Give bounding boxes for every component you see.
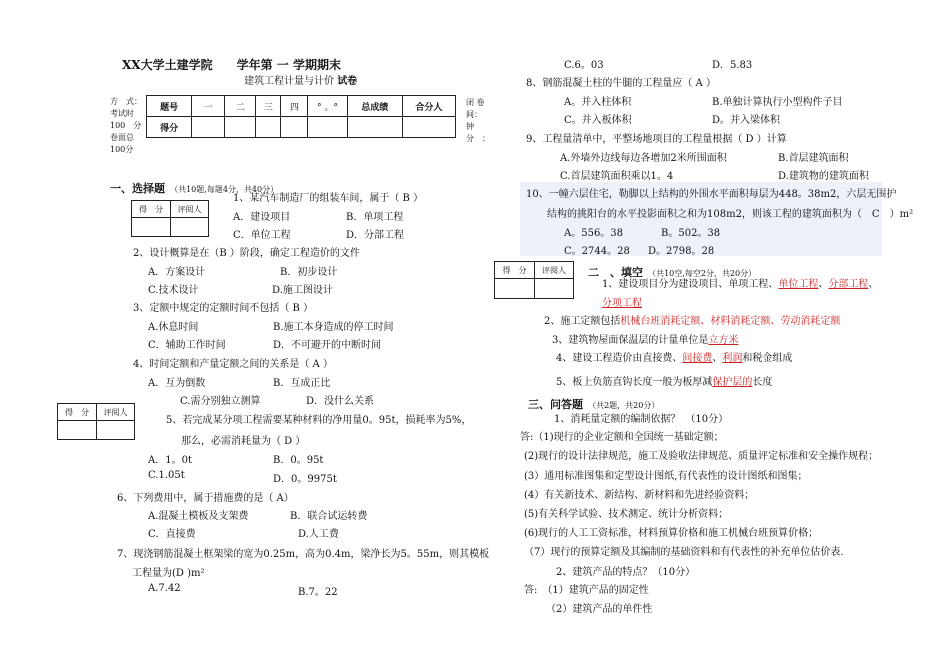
score-cell[interactable]: [402, 117, 455, 138]
fill-answer: 立方米: [708, 335, 739, 346]
score-header: 二: [225, 96, 256, 117]
option-c: C.6。03: [564, 60, 604, 71]
answer-line: (5)有关科学试验、技术测定、统计分析资料；: [524, 509, 729, 520]
question-1: 1、某汽车制造厂的组装车间，属于（ B ）: [233, 193, 424, 204]
option-d: D.人工费: [298, 529, 339, 540]
grader-score-label: 得 分: [495, 262, 535, 279]
exam-info-line: 100分: [110, 145, 134, 154]
score-header: 合分人: [402, 96, 455, 117]
option-d: D．分部工程: [346, 230, 405, 241]
fill-item-4: [556, 349, 792, 364]
exam-info-line: 分 ：: [466, 134, 490, 143]
option-c: C．单位工程: [233, 230, 291, 241]
fill-answer: 保护层的: [712, 377, 753, 388]
grader-box-1: [131, 200, 209, 237]
score-header: ° 。°: [308, 96, 347, 117]
answer-line: 答:（1)现行的企业定额和全国统一基础定额；: [520, 432, 724, 443]
grader-score-cell[interactable]: [58, 421, 97, 440]
paper-label: 试卷: [337, 76, 358, 87]
option-d: D．0。9975t: [273, 474, 337, 485]
answer-line: (3）通用标准图集和定型设计图纸,有代表性的设计图纸和图集；: [524, 471, 808, 482]
option-a: A.混凝土模板及支架费: [148, 511, 249, 522]
grader-score-cell[interactable]: [132, 218, 171, 237]
score-header: 四: [281, 96, 308, 117]
option-d: D．没什么关系: [306, 396, 375, 407]
option-b: B。502。38: [661, 228, 721, 239]
question-9: 9、工程量清单中，平整场地项目的工程量根据（ D ）计算: [526, 134, 787, 145]
fill-text: 、: [868, 279, 879, 290]
grader-name-label: 评阅人: [535, 262, 574, 279]
exam-title: XX大学土建学院 学年第 一 学期期末: [122, 58, 341, 72]
option-d: D。2798。28: [648, 246, 715, 257]
essay-question-2: 2、建筑产品的特点？（10分）: [556, 567, 696, 578]
fill-answer: 利润: [722, 353, 743, 364]
grader-box-2: [57, 403, 135, 440]
fill-answer: 机械台班消耗定额、材料消耗定额、劳动消耗定额: [620, 316, 841, 327]
section2-note: （共10空,每空2分，共20分）: [648, 269, 757, 278]
grader-score-cell[interactable]: [495, 279, 535, 299]
exam-subtitle: [244, 72, 357, 87]
option-a: A．1。0t: [148, 455, 192, 466]
fill-text: 5、板上负筋直钩长度一般为板厚减: [556, 377, 713, 388]
answer-line: (6)现行的人工工资标准，材料预算价格和施工机械台班预算价格；: [524, 528, 819, 539]
question-6: 6、下列费用中，属于措施费的是（ A）: [117, 493, 294, 504]
option-a: A.7.42: [148, 583, 181, 594]
answer-line: 答: （1）建筑产品的固定性: [524, 585, 649, 596]
fill-answer: 分项工程: [602, 298, 642, 309]
option-b: B.7。22: [298, 587, 338, 598]
exam-info-line: 100 分: [110, 121, 142, 130]
fill-answer: 单位工程: [778, 279, 819, 290]
question-8: 8、钢筋混凝土柱的牛腿的工程量应（ A ）: [526, 78, 716, 89]
option-c: C。并入板体积: [564, 115, 632, 126]
option-a: A．方案设计: [148, 267, 206, 278]
score-row-label: 得分: [147, 117, 192, 138]
question-3: 3、定额中规定的定额时间不包括（ B ）: [133, 303, 314, 314]
option-b: B．0。95t: [273, 455, 324, 466]
grader-score-label: 得 分: [132, 201, 171, 218]
option-d: D．5.83: [712, 60, 753, 71]
exam-info-line: 钟: [466, 122, 474, 131]
grader-score-label: 得 分: [58, 404, 97, 421]
score-header: 三: [256, 96, 281, 117]
option-c: C.首层建筑面积乘以1。4: [560, 171, 674, 182]
course-name: 建筑工程计量与计价: [244, 76, 334, 87]
fill-text: 、: [818, 279, 829, 290]
answer-line: （2）建筑产品的单件性: [546, 604, 653, 615]
fill-text: 2、施工定额包括: [544, 316, 621, 327]
score-cell[interactable]: [281, 117, 308, 138]
score-cell[interactable]: [347, 117, 402, 138]
option-a: A。556。38: [564, 228, 624, 239]
option-a: A．建设项目: [233, 212, 291, 223]
question-7: 7、现浇钢筋混凝土框架梁的宽为0.25m，高为0.4m，梁净长为5。55m，则其模板: [117, 549, 490, 560]
section3-title: 三、问答题: [528, 398, 583, 411]
fill-item-2: [544, 312, 840, 327]
grader-name-label: 评阅人: [97, 404, 135, 421]
grader-name-label: 评阅人: [171, 201, 209, 218]
answer-line: (2)现行的设计法律规范，施工及验收法律规范、质量评定标准和安全操作规程；: [524, 451, 879, 462]
question-4: 4、时间定额和产量定额之间的关系是（ A ）: [133, 359, 333, 370]
question-10-cont: 结构的挑阳台的水平投影面积之和为108m2，则该工程的建筑面积为（ C ）m²: [547, 209, 914, 220]
fill-text: 、: [712, 353, 723, 364]
exam-info-line: 间：: [466, 110, 482, 119]
fill-item-3: [552, 331, 738, 346]
question-2: 2、设计概算是在（B ）阶段，确定工程造价的文件: [133, 248, 360, 259]
option-b: B．联合试运转费: [290, 511, 368, 522]
option-b: B.施工本身造成的停工时间: [273, 322, 394, 333]
exam-info-right: [466, 97, 490, 145]
option-a: A。并入柱体积: [564, 97, 632, 108]
question-5: 5、若完成某分项工程需要某种材料的净用量0。95t，损耗率为5%，: [166, 415, 472, 426]
section1-note: （共10题,每题4分，共40分）: [170, 185, 279, 194]
exam-info-line: 考试时: [110, 109, 134, 118]
score-cell[interactable]: [192, 117, 225, 138]
exam-info-left: [110, 96, 142, 156]
fill-text: 长度: [752, 377, 773, 388]
option-b: B．互成正比: [273, 378, 331, 389]
fill-text: 1、建设项目分为建设项目、单项工程、: [602, 279, 779, 290]
fill-item-1: [602, 275, 878, 290]
section2-title: 二 、填空: [588, 266, 643, 279]
essay-question-1: 1、消耗量定额的编制依据？ （10分）: [554, 414, 729, 425]
grader-name-cell[interactable]: [171, 218, 209, 237]
score-cell[interactable]: [308, 117, 347, 138]
answer-line: （7）现行的预算定额及其编制的基础资料和有代表性的补充单位估价表.: [524, 547, 844, 558]
grader-box-3: [494, 261, 574, 299]
option-b: B．初步设计: [280, 267, 338, 278]
option-b: B.单独计算执行小型构件子目: [712, 97, 843, 108]
exam-info-line: 方 式：: [110, 97, 142, 106]
fill-answer: 间接费: [682, 353, 713, 364]
question-10: 10、一幢六层住宅，勒脚以上结构的外围水平面积每层为448。38m2，六层无围护: [526, 189, 897, 200]
section3-note: （共2题，共20分）: [588, 401, 660, 410]
grader-name-cell[interactable]: [97, 421, 135, 440]
exam-info-line: 闭 卷: [466, 98, 485, 107]
option-a: A.外墙外边线每边各增加2米所围面积: [560, 153, 727, 164]
fill-text: 4、建设工程造价由直接费、: [556, 353, 683, 364]
option-c: C．直接费: [148, 529, 196, 540]
fill-item-1-cont: [602, 294, 642, 309]
exam-info-line: 卷面总: [110, 133, 134, 142]
fill-text: 和税金组成: [742, 353, 793, 364]
option-c: C.1.05t: [148, 470, 185, 481]
option-a: A．互为倒数: [148, 378, 206, 389]
option-d: D.施工图设计: [272, 285, 333, 296]
option-c: C．辅助工作时间: [148, 340, 226, 351]
score-header: 总成绩: [347, 96, 402, 117]
option-d: D．不可避开的中断时间: [273, 340, 382, 351]
fill-text: 3、建筑物屋面保温层的计量单位是: [552, 335, 709, 346]
question-7-cont: 工程量为(D )m²: [132, 568, 205, 579]
option-d: D。并入梁体积: [712, 115, 781, 126]
option-d: D.建筑物的建筑面积: [778, 171, 869, 182]
score-header: 一: [192, 96, 225, 117]
grader-name-cell[interactable]: [535, 279, 574, 299]
option-c: C.技术设计: [148, 285, 199, 296]
fill-item-5: [556, 373, 772, 388]
question-5-cont: 那么，必需消耗量为（ D ）: [181, 436, 306, 447]
section1-title: 一、选择题: [110, 182, 165, 195]
option-b: B．单项工程: [346, 212, 404, 223]
option-c: C.需分别独立测算: [180, 396, 261, 407]
score-cell[interactable]: [225, 117, 256, 138]
option-b: B.首层建筑面积: [778, 153, 849, 164]
option-c: C。2744。28: [564, 246, 630, 257]
score-cell[interactable]: [256, 117, 281, 138]
score-header: 题号: [147, 96, 192, 117]
answer-line: (4）有关新技术、新结构、新材料和先进经验资料；: [524, 490, 755, 501]
fill-answer: 分部工程: [828, 279, 869, 290]
score-table: [146, 95, 456, 138]
option-a: A.休息时间: [148, 322, 199, 333]
